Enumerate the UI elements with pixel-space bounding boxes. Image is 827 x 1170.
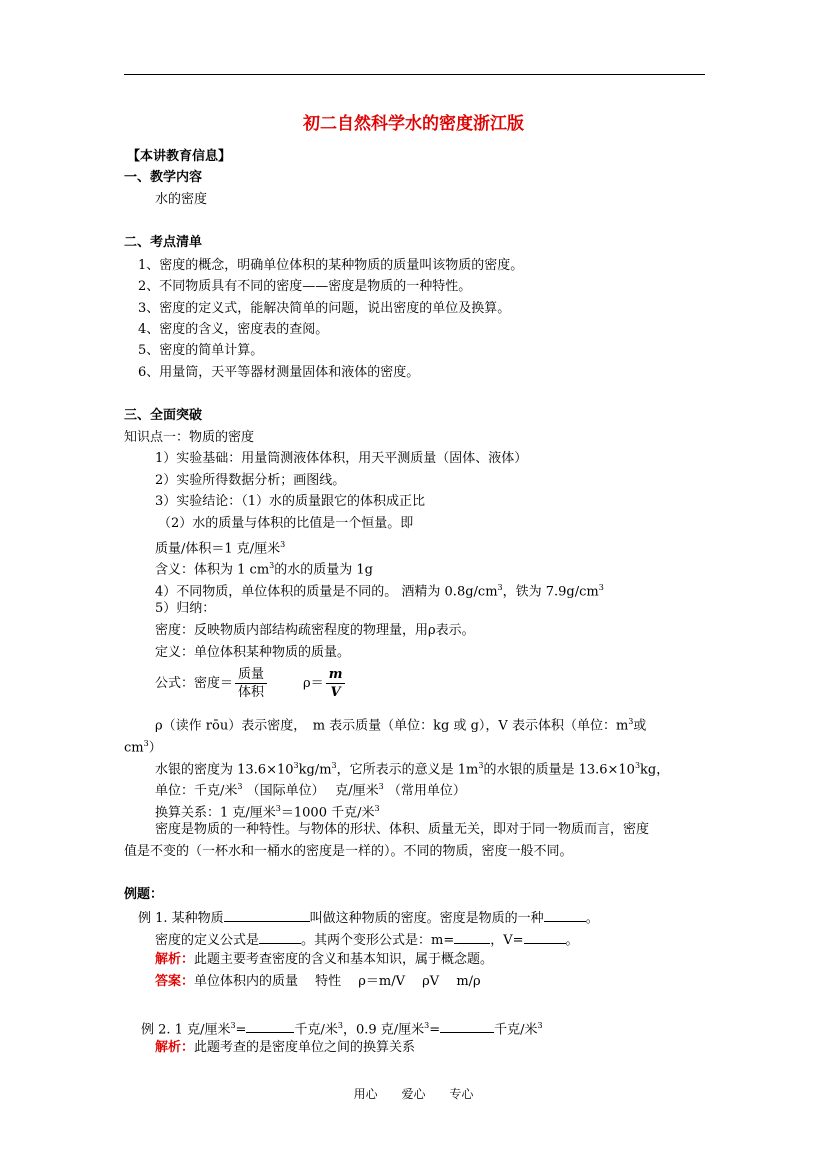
fraction-numerator: m — [326, 666, 346, 684]
document-title: 初二自然科学水的密度浙江版 — [303, 114, 524, 134]
text: （国际单位） 克/厘米 — [246, 783, 379, 799]
superscript: 3 — [331, 761, 337, 770]
text: = — [235, 1022, 247, 1038]
paragraph: 值是不变的（一杯水和一桶水的密度是一样的）。不同的物质，密度一般不同。 — [124, 844, 573, 859]
paragraph: 1）实验基础：用量筒测液体体积，用天平测质量（固体、液体） — [155, 451, 528, 466]
checklist-item: 2、不同物质具有不同的密度——密度是物质的一种特性。 — [138, 279, 472, 294]
page-footer — [0, 1085, 827, 1102]
text: 4）不同物质，单位体积的质量是不同的。 酒精为 0.8g/cm — [155, 584, 498, 600]
footer-text: 用心 — [353, 1087, 378, 1101]
text: ，0.9 克/厘米 — [342, 1022, 425, 1038]
superscript: 3 — [230, 1021, 236, 1030]
text: kg/m — [298, 762, 332, 778]
checklist-item: 6、用量筒，天平等器材测量固体和液体的密度。 — [138, 365, 420, 380]
text: 。其两个变形公式是：m= — [301, 933, 455, 948]
text: 千克/米 — [494, 1022, 538, 1038]
rho-fraction — [326, 666, 346, 701]
text: ，V= — [490, 933, 524, 948]
info-header: 【本讲教育信息】 — [127, 149, 232, 164]
paragraph — [155, 800, 380, 822]
rho-equals: ρ＝ — [303, 676, 324, 691]
text: ） — [148, 740, 162, 756]
text: 或 — [633, 718, 647, 734]
paragraph: 5）归纳： — [155, 601, 216, 616]
answer-blank[interactable] — [246, 1019, 294, 1033]
paragraph: 定义：单位体积某种物质的质量。 — [155, 645, 351, 660]
paragraph — [155, 536, 285, 558]
paragraph — [155, 579, 604, 601]
paragraph — [155, 757, 669, 779]
checklist-item: 4、密度的含义，密度表的查阅。 — [138, 322, 329, 337]
example-1 — [138, 908, 599, 928]
text: ，铁为 7.9g/cm — [502, 584, 599, 600]
text: 水银的密度为 13.6×10 — [155, 762, 294, 778]
superscript: 3 — [424, 1021, 430, 1030]
text: 单位体积内的质量 特性 ρ＝m/V ρV m/ρ — [194, 974, 481, 989]
checklist-item: 5、密度的简单计算。 — [138, 343, 264, 358]
superscript: 3 — [478, 761, 484, 770]
paragraph — [124, 735, 162, 757]
section-1-body: 水的密度 — [155, 192, 208, 207]
text: 单位：千克/米 — [155, 783, 238, 799]
checklist-item: 3、密度的定义式，能解决简单的问题，说出密度的单位及换算。 — [138, 301, 511, 316]
superscript: 3 — [497, 583, 503, 592]
paragraph: 密度：反映物质内部结构疏密程度的物理量，用ρ表示。 — [155, 623, 475, 638]
superscript: 3 — [280, 540, 286, 549]
header-rule — [124, 74, 705, 75]
text: 例 2. 1 克/厘米 — [141, 1022, 231, 1038]
answer-blank[interactable] — [440, 1019, 494, 1033]
text: （常用单位） — [387, 783, 466, 799]
paragraph: 2）实验所得数据分析；画图线。 — [155, 473, 346, 488]
superscript: 3 — [598, 583, 604, 592]
fraction-denominator: V — [330, 685, 341, 700]
formula-label: 公式：密度＝ — [155, 676, 234, 691]
text: = — [429, 1022, 441, 1038]
section-2-heading: 二、考点清单 — [124, 235, 203, 250]
text: 千克/米 — [294, 1022, 338, 1038]
superscript: 3 — [293, 761, 299, 770]
text: 含义：体积为 1 cm — [155, 562, 270, 578]
text: 的水银的质量是 13.6×10 — [483, 762, 635, 778]
paragraph — [155, 557, 373, 579]
analysis-label: 解析： — [155, 952, 195, 967]
text: 换算关系：1 克/厘米 — [155, 805, 276, 821]
superscript: 3 — [275, 804, 281, 813]
answer-label: 答案： — [155, 974, 195, 989]
text: 此题主要考查密度的含义和基本知识，属于概念题。 — [194, 952, 494, 967]
superscript: 3 — [634, 761, 641, 770]
paragraph: （2）水的质量与体积的比值是一个恒量。即 — [158, 516, 414, 531]
paragraph: 密度是物质的一种特性。与物体的形状、体积、质量无关，即对于同一物质而言，密度 — [155, 822, 650, 837]
superscript: 3 — [269, 561, 275, 570]
text: 此题考查的是密度单位之间的换算关系 — [194, 1040, 416, 1055]
superscript: 3 — [143, 739, 149, 748]
example-1-line-2 — [155, 930, 579, 950]
footer-text: 专心 — [449, 1087, 474, 1101]
section-3-heading: 三、全面突破 — [124, 408, 203, 423]
text: 密度的定义公式是 — [155, 933, 260, 948]
paragraph — [155, 778, 466, 800]
superscript: 3 — [537, 1021, 543, 1030]
text: ，它所表示的意义是 1m — [336, 762, 479, 778]
analysis-label: 解析： — [155, 1040, 195, 1055]
text: 叫做这种物质的密度。密度是物质的一种 — [309, 911, 544, 926]
answer-blank[interactable] — [544, 908, 586, 922]
answer-blank[interactable] — [224, 908, 310, 922]
superscript: 3 — [374, 804, 380, 813]
text: 例 1. 某种物质 — [138, 911, 224, 926]
superscript: 3 — [628, 717, 634, 726]
text: ρ（读作 rōu）表示密度， m 表示质量（单位：kg 或 g），V 表示体积（单位：m — [155, 718, 629, 734]
example-1-answer — [155, 973, 481, 991]
examples-heading: 例题： — [124, 887, 164, 902]
formula-fraction — [235, 666, 267, 701]
superscript: 3 — [337, 1021, 343, 1030]
answer-blank[interactable] — [524, 930, 566, 944]
fraction-denominator: 体积 — [238, 685, 265, 700]
answer-blank[interactable] — [454, 930, 490, 944]
fraction-numerator: 质量 — [235, 666, 267, 684]
example-2-analysis — [155, 1039, 415, 1057]
superscript: 3 — [237, 782, 243, 791]
superscript: 3 — [378, 782, 384, 791]
text: 的水的质量为 1g — [274, 562, 373, 578]
density-formula — [155, 666, 347, 701]
checklist-item: 1、密度的概念，明确单位体积的某种物质的质量叫该物质的密度。 — [138, 258, 524, 273]
example-2 — [141, 1017, 543, 1039]
knowledge-point-1: 知识点一：物质的密度 — [124, 430, 255, 445]
footer-text: 爱心 — [401, 1087, 426, 1101]
text: kg， — [640, 762, 670, 778]
example-1-analysis — [155, 951, 493, 969]
text: 质量/体积＝1 克/厘米 — [155, 541, 281, 557]
paragraph — [155, 713, 646, 735]
paragraph: 3）实验结论：（1）水的质量跟它的体积成正比 — [155, 494, 426, 509]
answer-blank[interactable] — [259, 930, 301, 944]
text: 。 — [585, 911, 599, 926]
text: cm — [124, 740, 144, 756]
text: ＝1000 千克/米 — [280, 805, 375, 821]
text: 。 — [565, 933, 579, 948]
section-1-heading: 一、教学内容 — [124, 170, 203, 185]
